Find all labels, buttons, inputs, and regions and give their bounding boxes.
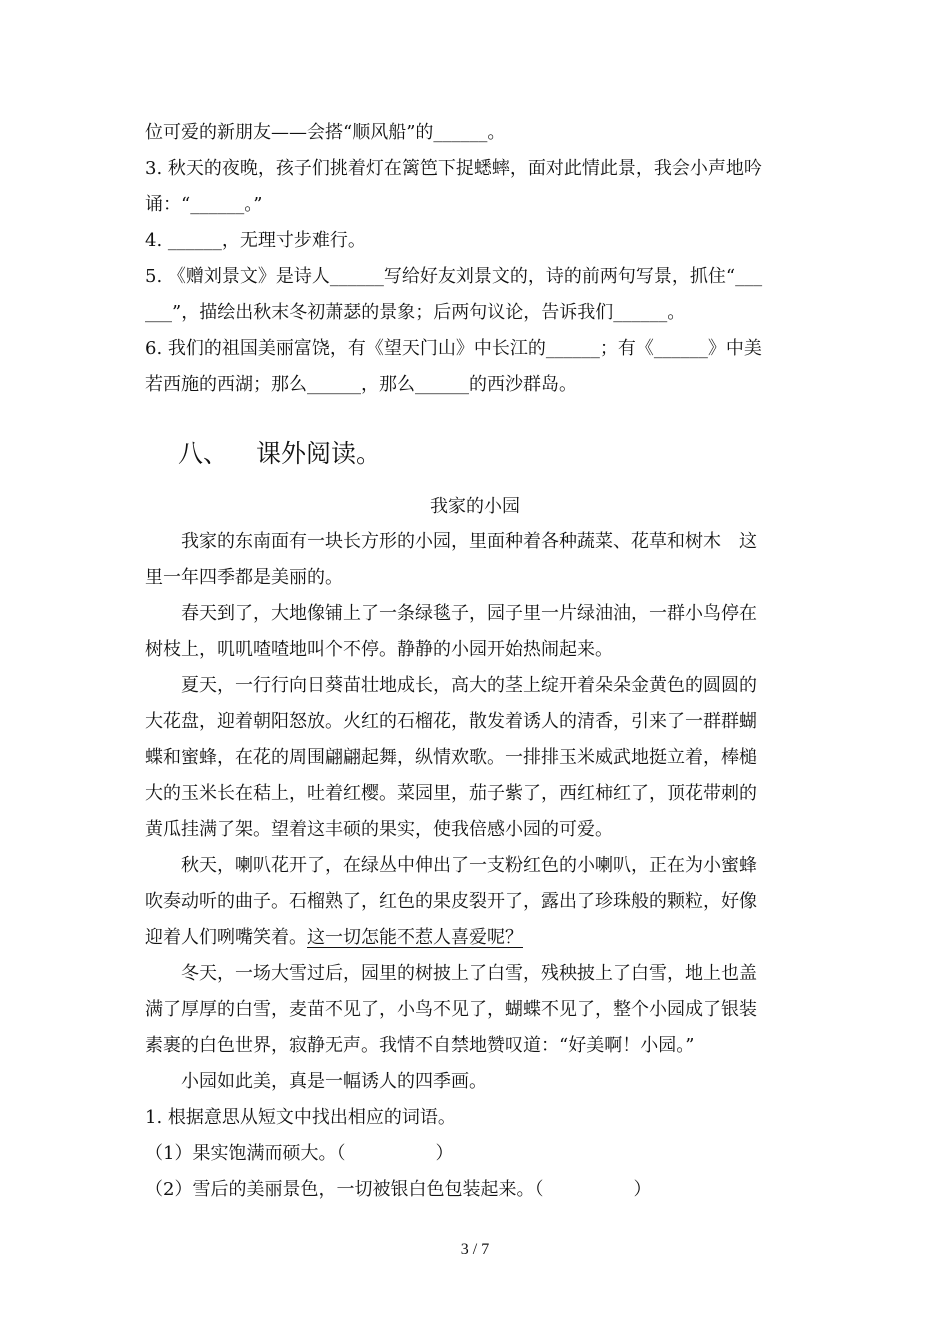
question-3-line-2: 诵：“______。” (145, 194, 263, 215)
passage-line: 吹奏动听的曲子。石榴熟了，红色的果皮裂开了，露出了珍珠般的颗粒，好像 (145, 891, 757, 912)
passage-line: 我家的东南面有一块长方形的小园，里面种着各种蔬菜、花草和树木 这 (181, 531, 757, 552)
question-3-line-1: 3. 秋天的夜晚，孩子们挑着灯在篱笆下捉蟋蟀，面对此情此景，我会小声地吟 (145, 158, 762, 179)
page-number: 3 / 7 (460, 1241, 490, 1258)
passage-line: 小园如此美，真是一幅诱人的四季画。 (181, 1071, 487, 1092)
question-1: 1. 根据意思从短文中找出相应的词语。 (145, 1107, 456, 1128)
fill-in-line: 位可爱的新朋友——会搭“顺风船”的______。 (145, 122, 506, 143)
question-1-2: （2）雪后的美丽景色，一切被银白色包装起来。（ ） (145, 1179, 652, 1200)
passage-title: 我家的小园 (430, 496, 520, 517)
passage-line: 大的玉米长在秸上，吐着红樱。菜园里，茄子紫了，西红柿红了，顶花带刺的 (145, 783, 757, 804)
section-title: 课外阅读。 (256, 439, 382, 468)
question-1-1: （1）果实饱满而硕大。（ ） (145, 1143, 454, 1164)
question-6-line-1: 6. 我们的祖国美丽富饶，有《望天门山》中长江的______；有《______》中美 (145, 338, 762, 359)
question-5-line-1: 5. 《赠刘景文》是诗人______写给好友刘景文的，诗的前两句写景，抓住“___ (145, 266, 763, 287)
question-6-line-2: 若西施的西湖；那么______，那么______的西沙群岛。 (145, 374, 577, 395)
question-4: 4. ______，无理寸步难行。 (145, 230, 366, 251)
passage-line: 夏天，一行行向日葵苗壮地成长，高大的茎上绽开着朵朵金黄色的圆圆的 (181, 675, 757, 696)
passage-line: 黄瓜挂满了架。望着这丰硕的果实，使我倍感小园的可爱。 (145, 819, 613, 840)
passage-line: 素裹的白色世界，寂静无声。我情不自禁地赞叹道：“好美啊！小园。” (145, 1035, 695, 1056)
passage-line: 春天到了，大地像铺上了一条绿毯子，园子里一片绿油油，一群小鸟停在 (181, 603, 757, 624)
section-heading (178, 438, 381, 470)
passage-line: 树枝上，叽叽喳喳地叫个不停。静静的小园开始热闹起来。 (145, 639, 613, 660)
underlined-sentence: 这一切怎能不惹人喜爱呢？ (307, 927, 523, 948)
passage-line: 蝶和蜜蜂，在花的周围翩翩起舞，纵情欢歌。一排排玉米威武地挺立着，棒槌 (145, 747, 757, 768)
section-number: 八、 (178, 439, 229, 468)
passage-line (145, 926, 523, 950)
passage-text: 迎着人们咧嘴笑着。 (145, 927, 307, 948)
passage-line: 里一年四季都是美丽的。 (145, 567, 343, 588)
question-5-line-2: ___”，描绘出秋末冬初萧瑟的景象；后两句议论，告诉我们______。 (145, 302, 686, 323)
passage-line: 秋天，喇叭花开了，在绿丛中伸出了一支粉红色的小喇叭，正在为小蜜蜂 (181, 855, 757, 876)
passage-line: 满了厚厚的白雪，麦苗不见了，小鸟不见了，蝴蝶不见了，整个小园成了银装 (145, 999, 757, 1020)
passage-line: 冬天，一场大雪过后，园里的树披上了白雪，残秧披上了白雪，地上也盖 (181, 963, 757, 984)
passage-line: 大花盘，迎着朝阳怒放。火红的石榴花，散发着诱人的清香，引来了一群群蝴 (145, 711, 757, 732)
